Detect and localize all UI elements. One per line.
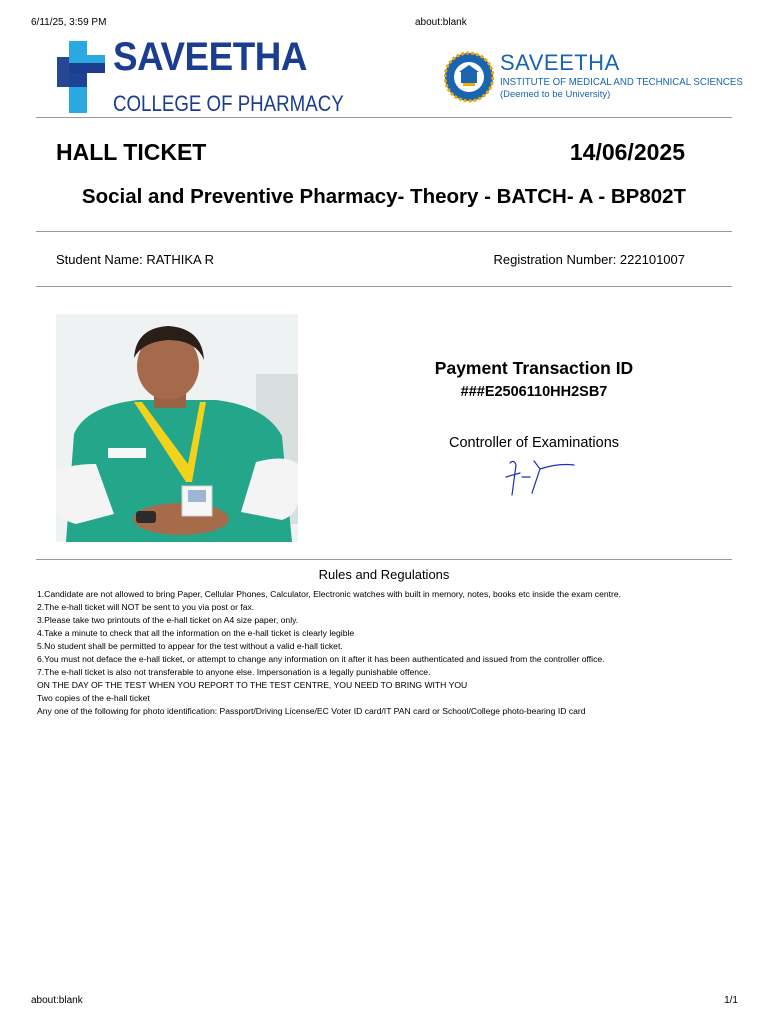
student-photo xyxy=(56,314,298,542)
college-of-pharmacy-logo xyxy=(55,35,344,116)
print-header xyxy=(31,17,737,29)
student-photo-illustration xyxy=(56,314,298,542)
rule-item: ON THE DAY OF THE TEST WHEN YOU REPORT TO THE TEST CENTRE, YOU NEED TO BRING WITH YOU xyxy=(37,680,468,690)
rule-item: 1.Candidate are not allowed to bring Paper, Cellular Phones, Calculator, Electronic watches with built in memory, notes, books etc inside the exam centre. xyxy=(37,589,622,599)
rule-item: 6.You must not deface the e-hall ticket, or attempt to change any information on it after it has been authenticated and issued from the controller office. xyxy=(37,654,605,664)
controller-signature xyxy=(500,455,578,500)
medical-cross-icon xyxy=(55,35,107,115)
rules-list xyxy=(37,588,737,718)
university-emblem-icon xyxy=(444,50,494,104)
print-datetime: 6/11/25, 3:59 PM xyxy=(31,17,107,28)
divider xyxy=(36,559,732,560)
logo-left-line1: SAVEETHA xyxy=(113,35,307,79)
exam-date: 14/06/2025 xyxy=(569,139,685,165)
rule-item: 3.Please take two printouts of the e-hall ticket on A4 size paper, only. xyxy=(37,615,299,625)
divider xyxy=(36,231,732,232)
rule-item: Any one of the following for photo identification: Passport/Driving License/EC Voter ID card/IT PAN card or School/College photo-bearing ID card xyxy=(37,706,586,716)
payment-transaction-id: ###E2506110HH2SB7 xyxy=(460,384,608,400)
rule-item: 5.No student shall be permitted to appear for the test without a valid e-hall ticket. xyxy=(37,641,343,651)
controller-of-examinations-label: Controller of Examinations xyxy=(448,435,620,451)
divider xyxy=(36,286,732,287)
institute-logo xyxy=(444,50,743,106)
logo-right-line2: (Deemed to be University) xyxy=(500,89,611,100)
print-footer-url: about:blank xyxy=(31,995,83,1006)
print-page-number: 1/1 xyxy=(724,995,738,1006)
hall-ticket-heading: HALL TICKET xyxy=(56,139,207,165)
rule-item: Two copies of the e-hall ticket xyxy=(37,693,150,703)
print-page-title: about:blank xyxy=(415,17,467,28)
rule-item: 7.The e-hall ticket is also not transferable to anyone else. Impersonation is a legally punishable offence. xyxy=(37,667,431,677)
rule-item: 2.The e-hall ticket will NOT be sent to you via post or fax. xyxy=(37,602,255,612)
payment-transaction-label: Payment Transaction ID xyxy=(434,358,634,378)
divider xyxy=(36,117,732,118)
rule-item: 4.Take a minute to check that all the information on the e-hall ticket is clearly legible xyxy=(37,628,355,638)
logo-right-line1: INSTITUTE OF MEDICAL AND TECHNICAL SCIENCES xyxy=(500,76,743,88)
student-name: Student Name: RATHIKA R xyxy=(56,252,214,267)
rules-title: Rules and Regulations xyxy=(318,567,450,582)
logo-right-title: SAVEETHA xyxy=(500,50,620,75)
subject-title: Social and Preventive Pharmacy- Theory - BATCH- A - BP802T xyxy=(81,185,687,208)
logo-left-line2: COLLEGE OF PHARMACY xyxy=(113,91,344,116)
registration-number: Registration Number: 222101007 xyxy=(493,252,685,267)
